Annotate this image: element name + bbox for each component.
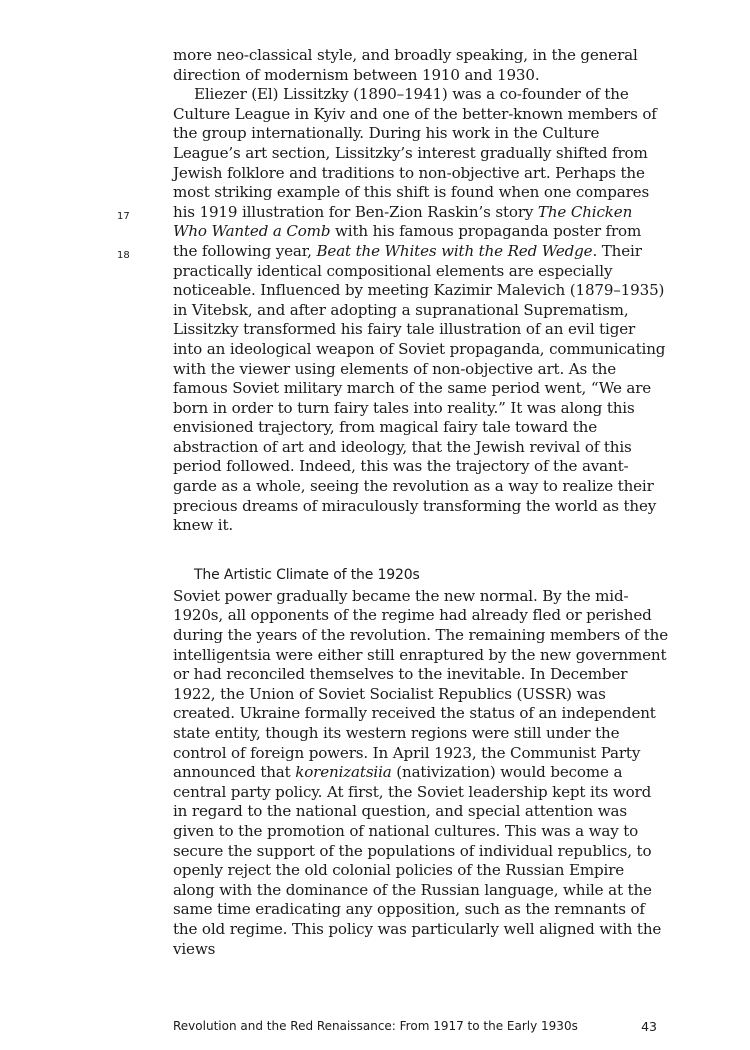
work-title: The Chicken Who Wanted a Comb bbox=[173, 202, 633, 241]
paragraph-text: (nativization) would become a central party policy. At first, the Soviet leadership kept its word in regard to the national question, and special attention was given to the promotion of national cultures. This was a way to secure the support of the populations of individual republics, to openly reject the old colonial policies of the Russian Empire along with the dominance of the Russian language, while at the same time eradicating any opposition, such as the remnants of the old regime. This policy was particularly well aligned with the views bbox=[173, 763, 662, 958]
paragraph-text: Eliezer (El) Lissitzky (1890–1941) was a co-founder of the Culture League in Kyiv and one of the better-known members of the group internationally. During his work in the Culture League’s art section, Lissitzky’s interest gradually shifted from Jewish folklore and traditions to non-objective art. Perhaps the most striking example of this shift is found when one compares his 1919 illustration for Ben-Zion Raskin’s story bbox=[173, 85, 657, 221]
section-heading: The Artistic Climate of the 1920s bbox=[194, 566, 420, 583]
paragraph-text: with his famous propaganda poster from the following year, bbox=[173, 222, 642, 260]
page-number: 43 bbox=[641, 1019, 657, 1034]
margin-figure-ref-18: 18 bbox=[117, 250, 130, 261]
paragraph-text: . Their practically identical compositional elements are especially noticeable. Influenced by meeting Kazimir Malevich (1879–1935) in Vitebsk, and after adopting a supranational Suprematism, Lissitzky transformed his fairy tale illustration of an evil tiger into an ideological weapon of Soviet propaganda, communicating with the viewer using elements of non-objective art. As the famous Soviet military march of the same period went, “We are born in order to turn fairy tales into reality.” It was along this envisioned trajectory, from magical fairy tale toward the abstraction of art and ideology, that the Jewish revival of this period followed. Indeed, this was the trajectory of the avant-garde as a whole, seeing the revolution as a way to realize their precious dreams of miraculously transforming the world as they knew it. bbox=[173, 241, 666, 535]
paragraph-artistic-climate bbox=[173, 587, 668, 959]
body-text bbox=[173, 46, 668, 959]
paragraph-text: Soviet power gradually became the new normal. By the mid-1920s, all opponents of the regime had already fled or perished during the years of the revolution. The remaining members of the intelligentsia were either still enraptured by the new government or had reconciled themselves to the inevitable. In December 1922, the Union of Soviet Socialist Republics (USSR) was created. Ukraine formally received the status of an independent state entity, though its western regions were still under the control of foreign powers. In April 1923, the Communist Party announced that bbox=[173, 586, 668, 782]
paragraph-continuation: more neo-classical style, and broadly speaking, in the general direction of modernism between 1910 and 1930. bbox=[173, 46, 638, 84]
foreign-term: korenizatsiia bbox=[295, 763, 392, 782]
running-footer-title: Revolution and the Red Renaissance: From 1917 to the Early 1930s bbox=[173, 1019, 578, 1033]
work-title: Beat the Whites with the Red Wedge bbox=[316, 241, 593, 260]
margin-figure-ref-17: 17 bbox=[117, 211, 130, 222]
paragraph-lissitzky bbox=[173, 85, 668, 536]
